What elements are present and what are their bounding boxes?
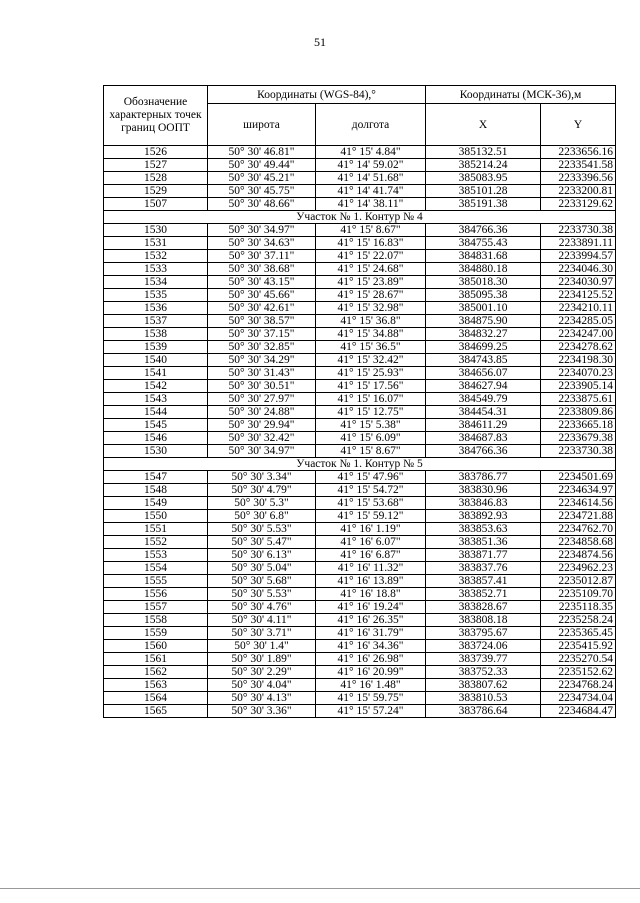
longitude-cell: 41° 16' 13.89" (316, 575, 426, 588)
y-coordinate-cell: 2234247.00 (541, 328, 616, 341)
x-coordinate-cell: 385191.38 (426, 198, 541, 211)
x-coordinate-cell: 383810.53 (426, 692, 541, 705)
longitude-cell: 41° 15' 25.93" (316, 367, 426, 380)
y-coordinate-cell: 2234734.04 (541, 692, 616, 705)
longitude-cell: 41° 15' 8.67" (316, 445, 426, 458)
table-row (104, 393, 616, 406)
y-coordinate-cell: 2233730.38 (541, 445, 616, 458)
x-coordinate-cell: 385018.30 (426, 276, 541, 289)
point-number-cell: 1547 (104, 471, 208, 484)
x-coordinate-cell: 383892.93 (426, 510, 541, 523)
latitude-cell: 50° 30' 42.61" (208, 302, 316, 315)
longitude-cell: 41° 16' 26.98" (316, 653, 426, 666)
latitude-cell: 50° 30' 4.76" (208, 601, 316, 614)
table-row (104, 263, 616, 276)
table-row (104, 523, 616, 536)
point-number-cell: 1536 (104, 302, 208, 315)
x-coordinate-cell: 384766.36 (426, 224, 541, 237)
latitude-cell: 50° 30' 5.3" (208, 497, 316, 510)
x-coordinate-cell: 383795.67 (426, 627, 541, 640)
x-coordinate-cell: 384875.90 (426, 315, 541, 328)
latitude-cell: 50° 30' 4.79" (208, 484, 316, 497)
latitude-cell: 50° 30' 5.68" (208, 575, 316, 588)
longitude-cell: 41° 15' 32.98" (316, 302, 426, 315)
point-number-cell: 1549 (104, 497, 208, 510)
point-number-cell: 1529 (104, 185, 208, 198)
section-row (104, 458, 616, 471)
point-number-cell: 1528 (104, 172, 208, 185)
longitude-cell: 41° 15' 36.8" (316, 315, 426, 328)
table-row (104, 146, 616, 159)
longitude-cell: 41° 16' 6.87" (316, 549, 426, 562)
latitude-cell: 50° 30' 32.42" (208, 432, 316, 445)
latitude-cell: 50° 30' 37.11" (208, 250, 316, 263)
point-number-cell: 1548 (104, 484, 208, 497)
x-coordinate-cell: 384766.36 (426, 445, 541, 458)
y-coordinate-cell: 2234874.56 (541, 549, 616, 562)
table-row (104, 185, 616, 198)
x-coordinate-cell: 384687.83 (426, 432, 541, 445)
latitude-cell: 50° 30' 3.36" (208, 705, 316, 718)
longitude-cell: 41° 15' 47.96" (316, 471, 426, 484)
point-number-cell: 1554 (104, 562, 208, 575)
table-row (104, 289, 616, 302)
latitude-cell: 50° 30' 1.89" (208, 653, 316, 666)
table-header (104, 86, 616, 146)
header-wgs-group: Координаты (WGS-84),° (208, 86, 426, 104)
table-row (104, 536, 616, 549)
latitude-cell: 50° 30' 4.13" (208, 692, 316, 705)
x-coordinate-cell: 385214.24 (426, 159, 541, 172)
y-coordinate-cell: 2233200.81 (541, 185, 616, 198)
y-coordinate-cell: 2233730.38 (541, 224, 616, 237)
longitude-cell: 41° 16' 1.48" (316, 679, 426, 692)
point-number-cell: 1535 (104, 289, 208, 302)
y-coordinate-cell: 2235415.92 (541, 640, 616, 653)
latitude-cell: 50° 30' 27.97" (208, 393, 316, 406)
longitude-cell: 41° 15' 17.56" (316, 380, 426, 393)
longitude-cell: 41° 15' 16.07" (316, 393, 426, 406)
point-number-cell: 1546 (104, 432, 208, 445)
point-number-cell: 1557 (104, 601, 208, 614)
table-row (104, 172, 616, 185)
x-coordinate-cell: 383808.18 (426, 614, 541, 627)
header-y: Y (541, 104, 616, 146)
x-coordinate-cell: 383853.63 (426, 523, 541, 536)
longitude-cell: 41° 15' 32.42" (316, 354, 426, 367)
y-coordinate-cell: 2234634.97 (541, 484, 616, 497)
table-row (104, 367, 616, 380)
x-coordinate-cell: 384699.25 (426, 341, 541, 354)
point-number-cell: 1560 (104, 640, 208, 653)
point-number-cell: 1550 (104, 510, 208, 523)
x-coordinate-cell: 383830.96 (426, 484, 541, 497)
y-coordinate-cell: 2234278.62 (541, 341, 616, 354)
x-coordinate-cell: 385101.28 (426, 185, 541, 198)
latitude-cell: 50° 30' 34.97" (208, 445, 316, 458)
x-coordinate-cell: 383786.64 (426, 705, 541, 718)
longitude-cell: 41° 15' 6.09" (316, 432, 426, 445)
longitude-cell: 41° 14' 41.74" (316, 185, 426, 198)
coordinates-table (103, 85, 616, 718)
y-coordinate-cell: 2234762.70 (541, 523, 616, 536)
y-coordinate-cell: 2233891.11 (541, 237, 616, 250)
latitude-cell: 50° 30' 5.47" (208, 536, 316, 549)
table-row (104, 575, 616, 588)
table-row (104, 549, 616, 562)
latitude-cell: 50° 30' 45.66" (208, 289, 316, 302)
y-coordinate-cell: 2234684.47 (541, 705, 616, 718)
point-number-cell: 1558 (104, 614, 208, 627)
table-row (104, 588, 616, 601)
point-number-cell: 1563 (104, 679, 208, 692)
latitude-cell: 50° 30' 3.71" (208, 627, 316, 640)
point-number-cell: 1539 (104, 341, 208, 354)
x-coordinate-cell: 383724.06 (426, 640, 541, 653)
latitude-cell: 50° 30' 5.53" (208, 588, 316, 601)
latitude-cell: 50° 30' 6.8" (208, 510, 316, 523)
x-coordinate-cell: 384656.07 (426, 367, 541, 380)
table-row (104, 692, 616, 705)
x-coordinate-cell: 383807.62 (426, 679, 541, 692)
longitude-cell: 41° 15' 53.68" (316, 497, 426, 510)
y-coordinate-cell: 2234210.11 (541, 302, 616, 315)
point-number-cell: 1507 (104, 198, 208, 211)
x-coordinate-cell: 384743.85 (426, 354, 541, 367)
latitude-cell: 50° 30' 46.81" (208, 146, 316, 159)
latitude-cell: 50° 30' 45.75" (208, 185, 316, 198)
x-coordinate-cell: 383828.67 (426, 601, 541, 614)
y-coordinate-cell: 2233396.56 (541, 172, 616, 185)
y-coordinate-cell: 2235270.54 (541, 653, 616, 666)
longitude-cell: 41° 15' 8.67" (316, 224, 426, 237)
table-row (104, 341, 616, 354)
table-row (104, 354, 616, 367)
point-number-cell: 1542 (104, 380, 208, 393)
longitude-cell: 41° 15' 59.75" (316, 692, 426, 705)
point-number-cell: 1534 (104, 276, 208, 289)
x-coordinate-cell: 383871.77 (426, 549, 541, 562)
x-coordinate-cell: 385132.51 (426, 146, 541, 159)
y-coordinate-cell: 2235258.24 (541, 614, 616, 627)
latitude-cell: 50° 30' 4.11" (208, 614, 316, 627)
table-row (104, 432, 616, 445)
y-coordinate-cell: 2233679.38 (541, 432, 616, 445)
section-title: Участок № 1. Контур № 5 (104, 458, 616, 471)
bottom-divider (0, 888, 640, 889)
table-row (104, 237, 616, 250)
y-coordinate-cell: 2234501.69 (541, 471, 616, 484)
y-coordinate-cell: 2233665.18 (541, 419, 616, 432)
table-row (104, 276, 616, 289)
point-number-cell: 1527 (104, 159, 208, 172)
y-coordinate-cell: 2234858.68 (541, 536, 616, 549)
longitude-cell: 41° 15' 24.68" (316, 263, 426, 276)
point-number-cell: 1552 (104, 536, 208, 549)
latitude-cell: 50° 30' 5.04" (208, 562, 316, 575)
point-number-cell: 1540 (104, 354, 208, 367)
y-coordinate-cell: 2233541.58 (541, 159, 616, 172)
table-row (104, 510, 616, 523)
point-number-cell: 1532 (104, 250, 208, 263)
point-number-cell: 1538 (104, 328, 208, 341)
table-body (104, 146, 616, 718)
latitude-cell: 50° 30' 24.88" (208, 406, 316, 419)
latitude-cell: 50° 30' 30.51" (208, 380, 316, 393)
x-coordinate-cell: 384627.94 (426, 380, 541, 393)
table-row (104, 705, 616, 718)
x-coordinate-cell: 383852.71 (426, 588, 541, 601)
latitude-cell: 50° 30' 43.15" (208, 276, 316, 289)
longitude-cell: 41° 15' 12.75" (316, 406, 426, 419)
y-coordinate-cell: 2234768.24 (541, 679, 616, 692)
table-row (104, 666, 616, 679)
y-coordinate-cell: 2233994.57 (541, 250, 616, 263)
latitude-cell: 50° 30' 32.85" (208, 341, 316, 354)
table-row (104, 627, 616, 640)
x-coordinate-cell: 383846.83 (426, 497, 541, 510)
longitude-cell: 41° 16' 11.32" (316, 562, 426, 575)
x-coordinate-cell: 384831.68 (426, 250, 541, 263)
header-designation: Обозначение характерных точек границ ООПТ (104, 86, 208, 146)
y-coordinate-cell: 2234070.23 (541, 367, 616, 380)
header-msk-group: Координаты (МСК-36),м (426, 86, 616, 104)
point-number-cell: 1530 (104, 445, 208, 458)
y-coordinate-cell: 2235012.87 (541, 575, 616, 588)
point-number-cell: 1530 (104, 224, 208, 237)
point-number-cell: 1545 (104, 419, 208, 432)
page-number: 51 (314, 35, 326, 49)
latitude-cell: 50° 30' 45.21" (208, 172, 316, 185)
latitude-cell: 50° 30' 49.44" (208, 159, 316, 172)
longitude-cell: 41° 16' 31.79" (316, 627, 426, 640)
table-row (104, 471, 616, 484)
section-row (104, 211, 616, 224)
longitude-cell: 41° 14' 59.02" (316, 159, 426, 172)
table-row (104, 380, 616, 393)
x-coordinate-cell: 384880.18 (426, 263, 541, 276)
table-row (104, 614, 616, 627)
point-number-cell: 1543 (104, 393, 208, 406)
table-row (104, 250, 616, 263)
table-row (104, 679, 616, 692)
table-row (104, 445, 616, 458)
longitude-cell: 41° 15' 5.38" (316, 419, 426, 432)
point-number-cell: 1564 (104, 692, 208, 705)
latitude-cell: 50° 30' 31.43" (208, 367, 316, 380)
table-row (104, 484, 616, 497)
longitude-cell: 41° 16' 20.99" (316, 666, 426, 679)
y-coordinate-cell: 2233656.16 (541, 146, 616, 159)
y-coordinate-cell: 2234030.97 (541, 276, 616, 289)
latitude-cell: 50° 30' 1.4" (208, 640, 316, 653)
point-number-cell: 1541 (104, 367, 208, 380)
longitude-cell: 41° 15' 22.07" (316, 250, 426, 263)
longitude-cell: 41° 15' 36.5" (316, 341, 426, 354)
table-row (104, 562, 616, 575)
section-title: Участок № 1. Контур № 4 (104, 211, 616, 224)
y-coordinate-cell: 2235118.35 (541, 601, 616, 614)
latitude-cell: 50° 30' 29.94" (208, 419, 316, 432)
latitude-cell: 50° 30' 3.34" (208, 471, 316, 484)
latitude-cell: 50° 30' 34.29" (208, 354, 316, 367)
y-coordinate-cell: 2235365.45 (541, 627, 616, 640)
point-number-cell: 1533 (104, 263, 208, 276)
longitude-cell: 41° 16' 19.24" (316, 601, 426, 614)
table-row (104, 224, 616, 237)
table-row (104, 302, 616, 315)
latitude-cell: 50° 30' 34.97" (208, 224, 316, 237)
point-number-cell: 1561 (104, 653, 208, 666)
longitude-cell: 41° 16' 1.19" (316, 523, 426, 536)
latitude-cell: 50° 30' 37.15" (208, 328, 316, 341)
y-coordinate-cell: 2233905.14 (541, 380, 616, 393)
table-row (104, 315, 616, 328)
point-number-cell: 1544 (104, 406, 208, 419)
x-coordinate-cell: 385001.10 (426, 302, 541, 315)
point-number-cell: 1526 (104, 146, 208, 159)
latitude-cell: 50° 30' 38.68" (208, 263, 316, 276)
point-number-cell: 1537 (104, 315, 208, 328)
x-coordinate-cell: 383739.77 (426, 653, 541, 666)
longitude-cell: 41° 15' 16.83" (316, 237, 426, 250)
longitude-cell: 41° 16' 18.8" (316, 588, 426, 601)
point-number-cell: 1556 (104, 588, 208, 601)
longitude-cell: 41° 15' 4.84" (316, 146, 426, 159)
y-coordinate-cell: 2234125.52 (541, 289, 616, 302)
point-number-cell: 1531 (104, 237, 208, 250)
point-number-cell: 1555 (104, 575, 208, 588)
y-coordinate-cell: 2234285.05 (541, 315, 616, 328)
point-number-cell: 1562 (104, 666, 208, 679)
latitude-cell: 50° 30' 2.29" (208, 666, 316, 679)
longitude-cell: 41° 14' 38.11" (316, 198, 426, 211)
y-coordinate-cell: 2235109.70 (541, 588, 616, 601)
x-coordinate-cell: 383851.36 (426, 536, 541, 549)
y-coordinate-cell: 2234198.30 (541, 354, 616, 367)
table-row (104, 419, 616, 432)
longitude-cell: 41° 14' 51.68" (316, 172, 426, 185)
point-number-cell: 1551 (104, 523, 208, 536)
table-row (104, 159, 616, 172)
table-row (104, 198, 616, 211)
table-row (104, 640, 616, 653)
latitude-cell: 50° 30' 34.63" (208, 237, 316, 250)
x-coordinate-cell: 384611.29 (426, 419, 541, 432)
header-longitude: долгота (316, 104, 426, 146)
latitude-cell: 50° 30' 48.66" (208, 198, 316, 211)
table-row (104, 406, 616, 419)
point-number-cell: 1559 (104, 627, 208, 640)
x-coordinate-cell: 383857.41 (426, 575, 541, 588)
point-number-cell: 1553 (104, 549, 208, 562)
y-coordinate-cell: 2234962.23 (541, 562, 616, 575)
x-coordinate-cell: 384755.43 (426, 237, 541, 250)
longitude-cell: 41° 15' 57.24" (316, 705, 426, 718)
header-latitude: широта (208, 104, 316, 146)
table-row (104, 497, 616, 510)
y-coordinate-cell: 2233129.62 (541, 198, 616, 211)
x-coordinate-cell: 385083.95 (426, 172, 541, 185)
table-row (104, 328, 616, 341)
y-coordinate-cell: 2234614.56 (541, 497, 616, 510)
y-coordinate-cell: 2233875.61 (541, 393, 616, 406)
x-coordinate-cell: 383786.77 (426, 471, 541, 484)
latitude-cell: 50° 30' 6.13" (208, 549, 316, 562)
x-coordinate-cell: 384832.27 (426, 328, 541, 341)
latitude-cell: 50° 30' 5.53" (208, 523, 316, 536)
longitude-cell: 41° 16' 34.36" (316, 640, 426, 653)
x-coordinate-cell: 383837.76 (426, 562, 541, 575)
latitude-cell: 50° 30' 4.04" (208, 679, 316, 692)
longitude-cell: 41° 15' 59.12" (316, 510, 426, 523)
y-coordinate-cell: 2234046.30 (541, 263, 616, 276)
latitude-cell: 50° 30' 38.57" (208, 315, 316, 328)
longitude-cell: 41° 16' 6.07" (316, 536, 426, 549)
x-coordinate-cell: 383752.33 (426, 666, 541, 679)
longitude-cell: 41° 15' 23.89" (316, 276, 426, 289)
y-coordinate-cell: 2235152.62 (541, 666, 616, 679)
header-x: X (426, 104, 541, 146)
longitude-cell: 41° 15' 34.88" (316, 328, 426, 341)
table-row (104, 653, 616, 666)
table-row (104, 601, 616, 614)
longitude-cell: 41° 16' 26.35" (316, 614, 426, 627)
y-coordinate-cell: 2234721.88 (541, 510, 616, 523)
x-coordinate-cell: 384454.31 (426, 406, 541, 419)
x-coordinate-cell: 384549.79 (426, 393, 541, 406)
longitude-cell: 41° 15' 54.72" (316, 484, 426, 497)
y-coordinate-cell: 2233809.86 (541, 406, 616, 419)
point-number-cell: 1565 (104, 705, 208, 718)
x-coordinate-cell: 385095.38 (426, 289, 541, 302)
longitude-cell: 41° 15' 28.67" (316, 289, 426, 302)
